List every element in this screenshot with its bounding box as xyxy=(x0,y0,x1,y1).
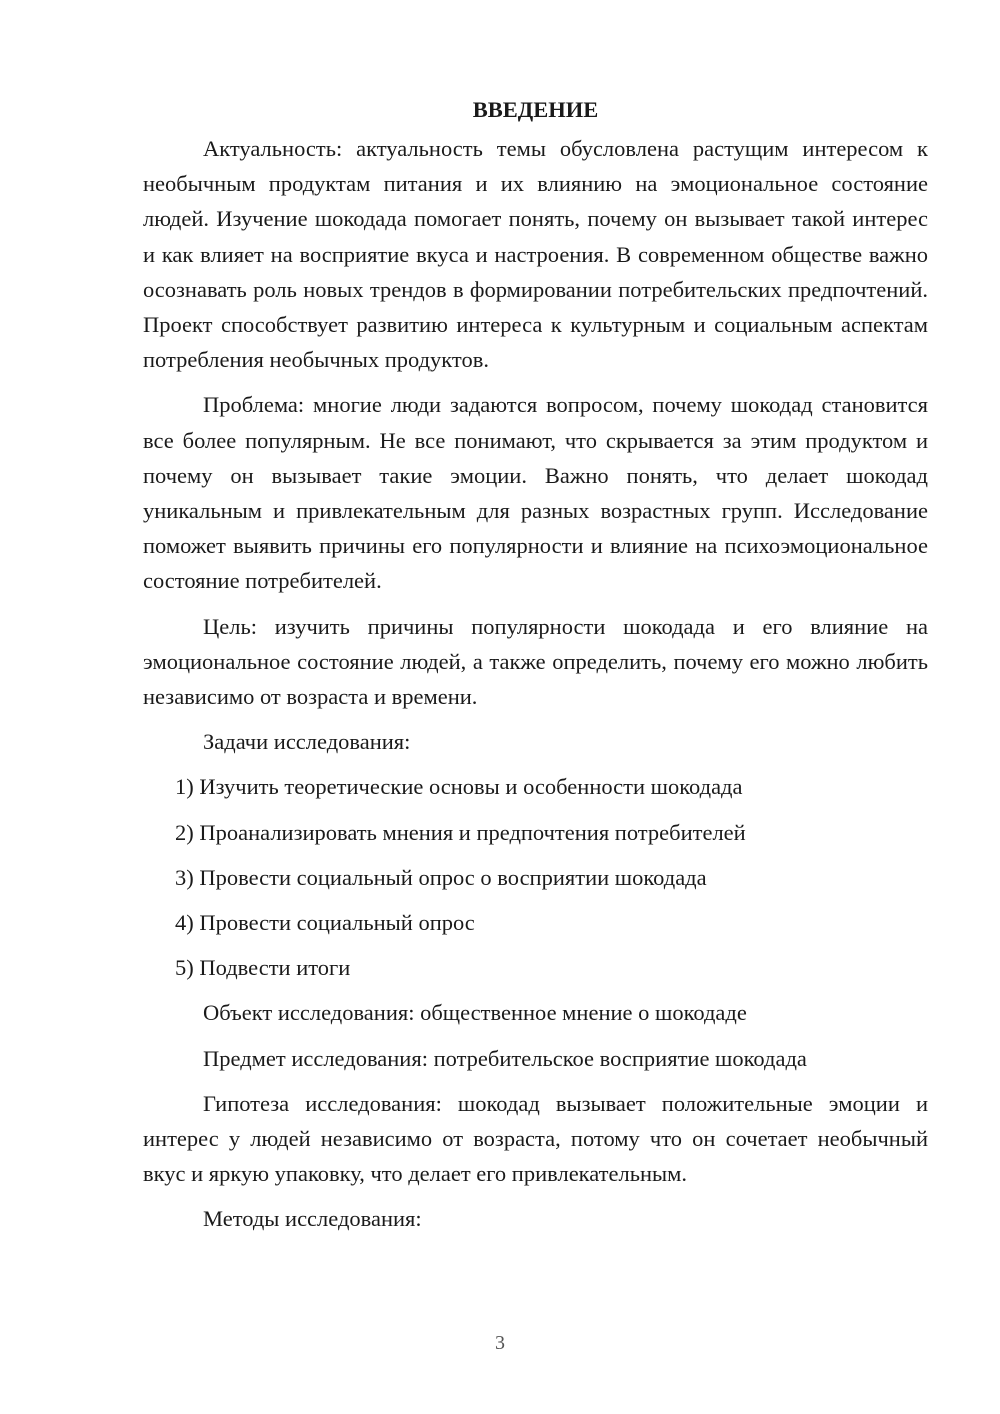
subject-paragraph: Предмет исследования: потребительское восприятие шокодада xyxy=(203,1045,807,1071)
list-item: 5) Подвести итоги xyxy=(175,955,351,981)
page-number: 3 xyxy=(495,1332,505,1354)
section-title: ВВЕДЕНИЕ xyxy=(472,97,599,122)
goal-paragraph: Цель: изучить причины популярности шокодада и его влияние на эмоциональное состояние людей, а также определить, почему его можно любить независимо от возраста и времени. xyxy=(143,613,928,710)
hypothesis-paragraph: Гипотеза исследования: шокодад вызывает положительные эмоции и интерес у людей независимо от возраста, потому что он сочетает необычный вкус и яркую упаковку, что делает его привлекательным. xyxy=(143,1090,928,1187)
relevance-paragraph: Актуальность: актуальность темы обусловлена растущим интересом к необычным продуктам питания и их влиянию на эмоциональное состояние людей. Изучение шокодада помогает понять, почему он вызывает такой интерес и как влияет на восприятие вкуса и настроения. В современном обществе важно осознавать роль новых трендов в формировании потребительских предпочтений. Проект способствует развитию интереса к культурным и социальным аспектам потребления необычных продуктов. xyxy=(143,136,928,373)
tasks-heading: Задачи исследования: xyxy=(203,729,411,755)
methods-heading: Методы исследования: xyxy=(203,1206,422,1232)
problem-paragraph: Проблема: многие люди задаются вопросом, почему шокодад становится все более популярным. Не все понимают, что скрывается за этим продуктом и почему он вызывает такие эмоции. Важно понять, что делает шокодад уникальным и привлекательным для разных возрастных групп. Исследование поможет выявить причины его популярности и влияние на психоэмоциональное состояние потребителей. xyxy=(143,392,928,594)
list-item: 2) Проанализировать мнения и предпочтения потребителей xyxy=(175,819,746,845)
list-item: 4) Провести социальный опрос xyxy=(175,910,475,936)
list-item: 3) Провести социальный опрос о восприятии шокодада xyxy=(175,864,707,890)
object-paragraph: Объект исследования: общественное мнение о шокодаде xyxy=(203,1000,747,1026)
list-item: 1) Изучить теоретические основы и особенности шокодада xyxy=(175,774,743,800)
document-page xyxy=(143,92,928,1247)
tasks-list xyxy=(143,769,928,985)
